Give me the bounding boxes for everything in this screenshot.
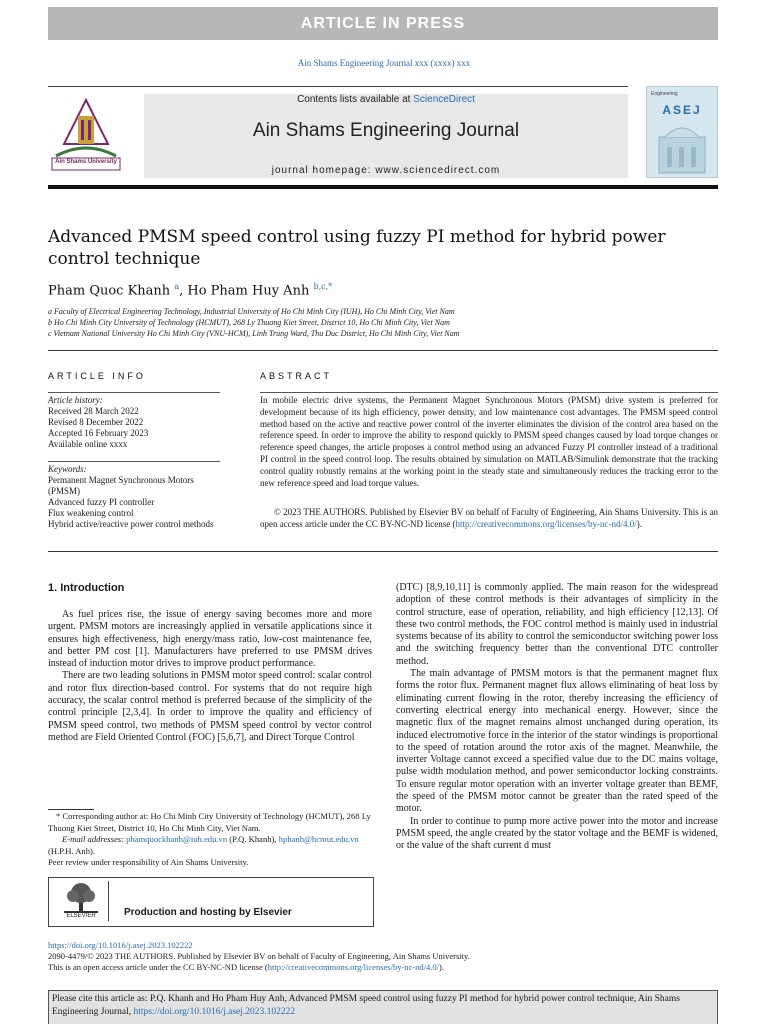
author-list: [48, 282, 708, 298]
section-rule: [48, 551, 718, 552]
keywords-rule: [48, 461, 220, 462]
copyright-end: ).: [636, 518, 642, 529]
introduction-heading: 1. Introduction: [48, 582, 125, 594]
body-column-right: [396, 582, 718, 853]
affiliations: [48, 306, 718, 339]
article-in-press-banner: ARTICLE IN PRESS: [48, 7, 718, 40]
journal-title: Ain Shams Engineering Journal: [252, 120, 520, 141]
author-name[interactable]: Pham Quoc Khanh: [48, 283, 171, 299]
keyword: Hybrid active/reactive power control methods: [48, 519, 214, 529]
abstract-heading: ABSTRACT: [260, 371, 333, 381]
email-label: E-mail addresses:: [62, 834, 124, 844]
email-note: [48, 834, 372, 857]
email-link[interactable]: phamquockhanh@iuh.edu.vn: [126, 834, 228, 844]
affiliation: a Faculty of Electrical Engineering Technology, Industrial University of Ho Chi Minh City (IUH), Ho Chi Minh City, Viet Nam: [48, 307, 455, 316]
email-owner: (P.Q. Khanh),: [229, 834, 277, 844]
keywords-label: Keywords:: [48, 464, 87, 474]
elsevier-logo-text: ELSEVIER: [66, 913, 96, 919]
license-link[interactable]: http://creativecommons.org/licenses/by-nc-nd/4.0/: [267, 962, 439, 972]
oa-suffix: ).: [439, 962, 444, 972]
keyword: Permanent Magnet Synchronous Motors (PMSM): [48, 475, 194, 496]
body-column-left: [48, 609, 372, 744]
body-paragraph: (DTC) [8,9,10,11] is commonly applied. The main reason for the widespread adoption of these control methods is their advantages of simplicity in the control structure, ease of operation, reliability, and high efficiency [12,13]. Of these two control methods, the FOC control method is mainly used in industrial systems because of its ability to control the semiconductor switching power loss and the switching frequency better than the conventional DTC controller method.: [396, 582, 718, 667]
history-item: Available online xxxx: [48, 439, 128, 449]
header-bottom-rule: [48, 185, 718, 189]
history-label: Article history:: [48, 395, 103, 405]
citation-doi-link[interactable]: https://doi.org/10.1016/j.asej.2023.102222: [133, 1006, 296, 1017]
author-name[interactable]: Ho Pham Huy Anh: [187, 283, 310, 299]
affiliation: b Ho Chi Minh City University of Technology (HCMUT), 268 Ly Thuong Kiet Street, District 10, Ho Chi Minh City, Viet Nam: [48, 318, 450, 327]
author-separator: ,: [179, 283, 188, 299]
email-owner: (H.P.H. Anh).: [48, 845, 96, 856]
body-paragraph: The main advantage of PMSM motors is that the permanent magnet flux forms the rotor flux. Permanent magnet flux allows eliminating of heat loss by eliminating current flowing in the rotor, thereby increasing the efficiency of converting electrical energy into mechanical energy. However, since the magnetic flux of the magnet remains almost unchanged during operation, its induced electromotive force in the interior of the stator windings is proportional to the speed of rotation around the rotor axis of the magnet. Meanwhile, the inverter Voltage cannot exceed a specified value due to the DC mains voltage, pulse width modulation method, and power semiconductor locking constraints. To ensure regular motor operation with an inverter voltage greater than BEMF, the speed of the PMSM motor cannot be greater than the rated speed of the motor.: [396, 668, 718, 815]
abstract-text: In mobile electric drive systems, the Permanent Magnet Synchronous Motors (PMSM) drive system is preferred for development because of its high efficiency, power density, and low maintenance cost advantages. The PMSM speed control method based on the active and reactive power control of the inverter eliminates the division of the control area based on the reference speed. In order to improve the ability to respond quickly to PMSM speed changes caused by load torque changes or reference speed changes, the article proposes a control method using an advanced Fuzzy PI controller instead of a traditional PI control in the speed control loop. The results obtained by simulation on MATLAB/Simulink demonstrate that the tracking control quality robustly remains at the working point in the steady state and simultaneously reduces the tracking error to the new reference speed and load torque values.: [260, 395, 718, 488]
article-info-rule: [48, 392, 220, 393]
abstract-rule: [260, 392, 718, 393]
contents-line: [144, 94, 628, 105]
logo-caption: Ain Shams University: [55, 159, 117, 165]
issn-line: 2090-4479/© 2023 THE AUTHORS. Published by Elsevier BV on behalf of Faculty of Engineering, Ain Shams University.: [48, 951, 470, 961]
section-rule: [48, 350, 718, 351]
elsevier-tree-logo: [58, 881, 104, 921]
footnotes: [48, 811, 372, 869]
paper-title: Advanced PMSM speed control using fuzzy PI method for hybrid power control technique: [48, 227, 666, 269]
history-item: Accepted 16 February 2023: [48, 428, 149, 438]
corresponding-author-note: * Corresponding author at: Ho Chi Minh City University of Technology (HCMUT), 268 Ly Thuong Kiet Street, District 10, Ho Chi Minh City, Viet Nam.: [48, 811, 371, 833]
open-access-line: [48, 962, 718, 973]
citation-text: Please cite this article as: P.Q. Khanh and Ho Pham Huy Anh, Advanced PMSM speed control using fuzzy PI method for hybrid power control technique, Ain Shams Engineering Journal,: [52, 994, 680, 1017]
abstract-copyright: [260, 507, 718, 530]
body-paragraph: As fuel prices rise, the issue of energy saving becomes more and more urgent. PMSM motors are increasingly applied in versatile applications since it ensures high effectiveness, high energy/mass ratio, low-cost maintenance fee, and better PM cost [1]. Manufacturers have preferred to use PMSM drives instead of induction motor drives to improve product performance.: [48, 609, 372, 670]
affiliation: c Vietnam National University Ho Chi Minh City (VNU-HCM), Linh Trung Ward, Thu Duc District, Ho Chi Minh City, Viet Nam: [48, 329, 460, 338]
article-history: [48, 395, 220, 450]
history-item: Revised 8 December 2022: [48, 417, 144, 427]
peer-review-note: Peer review under responsibility of Ain Shams University.: [48, 857, 249, 867]
article-info-heading: ARTICLE INFO: [48, 371, 146, 381]
license-link[interactable]: http://creativecommons.org/licenses/by-nc-nd/4.0/: [455, 518, 637, 529]
ain-shams-logo: [48, 96, 124, 172]
citation-box: [48, 990, 718, 1024]
bottom-info: [48, 940, 718, 973]
footnote-rule: [48, 809, 94, 810]
elsevier-divider: [108, 881, 109, 921]
body-paragraph: In order to continue to pump more active power into the motor and increase PMSM speed, the angle created by the stator voltage and the BEMF is widened, or the value of the shaft current d must: [396, 815, 718, 852]
keyword: Advanced fuzzy PI controller: [48, 497, 155, 507]
copyright-text: © 2023 THE AUTHORS. Published by Elsevier BV on behalf of Faculty of Engineering, Ain Shams University. This is an open access article under the CC BY-NC-ND license (: [260, 507, 718, 529]
body-paragraph: There are two leading solutions in PMSM motor speed control: scalar control and rotor flux direction-based control. For systems that do not require high accuracy, the scalar control method is preferred because of the simplicity of the control principle [2,3,4]. In order to improve the quality and efficiency of PMSM speed control, two methods of PMSM speed control by vector control method are Field Oriented Control (FOC) [5,6,7], and Direct Torque Control: [48, 670, 372, 743]
history-item: Received 28 March 2022: [48, 406, 139, 416]
keywords: [48, 464, 220, 530]
hosting-text: Production and hosting by Elsevier: [124, 907, 292, 918]
journal-homepage-link[interactable]: journal homepage: www.sciencedirect.com: [271, 165, 501, 176]
cover-acronym: ASEJ: [662, 103, 702, 117]
author-affiliation-mark[interactable]: a: [174, 282, 180, 291]
sciencedirect-link[interactable]: ScienceDirect: [413, 94, 475, 105]
cover-label: Engineering: [651, 91, 678, 97]
oa-prefix: This is an open access article under the CC BY-NC-ND license (: [48, 962, 268, 972]
doi-link[interactable]: https://doi.org/10.1016/j.asej.2023.102222: [48, 940, 193, 950]
contents-prefix: Contents lists available at: [297, 94, 414, 105]
header-top-rule: [48, 86, 628, 87]
journal-cover-image: [646, 86, 718, 178]
keyword: Flux weakening control: [48, 508, 134, 518]
journal-reference-link[interactable]: Ain Shams Engineering Journal xxx (xxxx) xxx: [297, 58, 471, 68]
author-affiliation-mark[interactable]: b,c,*: [313, 282, 333, 291]
email-link[interactable]: hphanh@hcmut.edu.vn: [278, 834, 359, 844]
